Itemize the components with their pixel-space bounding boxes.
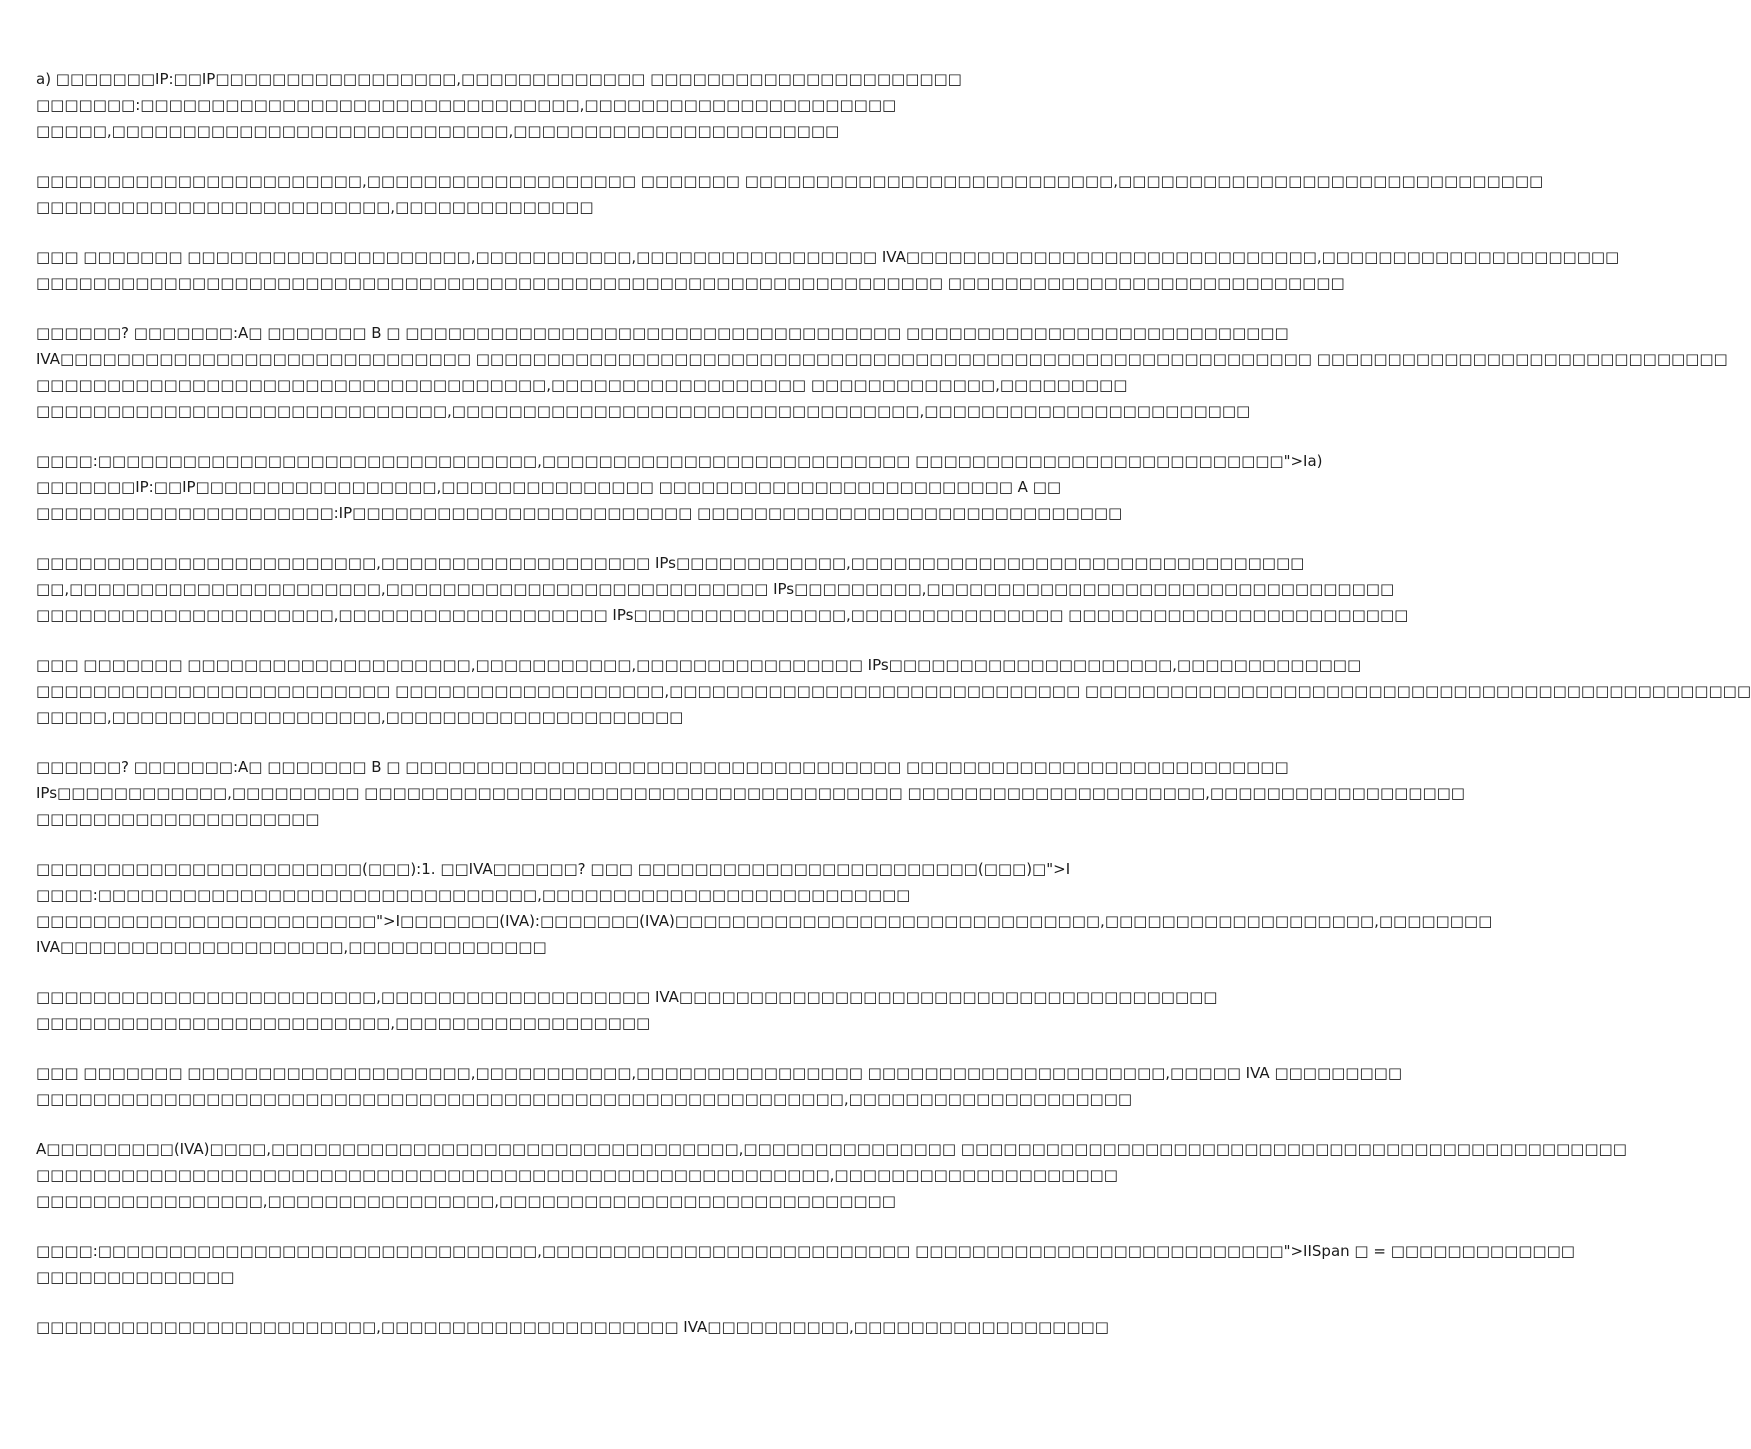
text-line: □□□□□□□□□□□□□□□□□□□□ <box>36 810 320 828</box>
text-line: □□□□□□□□□□□□□□□□,□□□□□□□□□□□□□□□□,□□□□□□□□□□□□□□□□□□□□□□□□□□□□ <box>36 1192 896 1210</box>
text-line: □□□□□□□□□□□□□□□□□□□□□□□□□□□□□□□□□□□□□□□□□□□□□□□□□□□□□□□□□□□□□□□□ □□□□□□□□□□□□□□□□□□□□□□□□□□□□ <box>36 274 1345 292</box>
text-line: □□□□□□□□□□□□□□ <box>36 1268 235 1286</box>
text-line: □□□□□□□□□□□□□□□□□□□□□□□□,□□□□□□□□□□□□□□□□□□□□□ IVA□□□□□□□□□□,□□□□□□□□□□□□□□□□□□ <box>36 1318 1109 1336</box>
text-line: □□□□□□□□□□□□□□□□□□□□□□□□,□□□□□□□□□□□□□□□□□□□ IVA□□□□□□□□□□□□□□□□□□□□□□□□□□□□□□□□□□□□□□ <box>36 988 1218 1006</box>
text-line: □□□□□□□:□□□□□□□□□□□□□□□□□□□□□□□□□□□□□□□,□□□□□□□□□□□□□□□□□□□□□□ <box>36 96 897 114</box>
text-line: a) □□□□□□□IP:□□IP□□□□□□□□□□□□□□□□□,□□□□□□□□□□□□□ □□□□□□□□□□□□□□□□□□□□□□ <box>36 70 962 88</box>
document-body <box>36 66 1751 1364</box>
text-line: □□□□□□? □□□□□□□:A□ □□□□□□□ B □ □□□□□□□□□□□□□□□□□□□□□□□□□□□□□□□□□□□ □□□□□□□□□□□□□□□□□□□□□□□□□□□ <box>36 758 1289 776</box>
text-line: □□□□:□□□□□□□□□□□□□□□□□□□□□□□□□□□□□□□,□□□□□□□□□□□□□□□□□□□□□□□□□□ □□□□□□□□□□□□□□□□□□□□□□□□□□">Ia) <box>36 452 1323 470</box>
text-line: IVA□□□□□□□□□□□□□□□□□□□□,□□□□□□□□□□□□□□ <box>36 938 547 956</box>
text-line: □□□□□□□□□□□□□□□□□□□□□,□□□□□□□□□□□□□□□□□□□ IPs□□□□□□□□□□□□□□□,□□□□□□□□□□□□□□□ □□□□□□□□□□□□□□□□□□□□□□□□ <box>36 606 1409 624</box>
text-line: □□□ □□□□□□□ □□□□□□□□□□□□□□□□□□□□,□□□□□□□□□□□,□□□□□□□□□□□□□□□□ □□□□□□□□□□□□□□□□□□□□□,□□□□□ IVA □□□□□□□□□ <box>36 1064 1402 1082</box>
text-line: □□□□□□□□□□□□□□□□□□□□□□□□□,□□□□□□□□□□□□□□ <box>36 198 594 216</box>
text-line: □□□□□□□□□□□□□□□□□□□□□□□□□,□□□□□□□□□□□□□□□□□□ <box>36 1014 651 1032</box>
paragraph <box>36 1238 1575 1290</box>
text-line: A□□□□□□□□□(IVA)□□□□,□□□□□□□□□□□□□□□□□□□□□□□□□□□□□□□□□,□□□□□□□□□□□□□□□ □□□□□□□□□□□□□□□□□□□□□□□□□□□□□□□□□□□□□□□□□□□□□□□ <box>36 1140 1627 1158</box>
text-line: □□□□:□□□□□□□□□□□□□□□□□□□□□□□□□□□□□□□,□□□□□□□□□□□□□□□□□□□□□□□□□□ □□□□□□□□□□□□□□□□□□□□□□□□□□">IISpan □ = □□□□□□□□□□□□□ <box>36 1242 1575 1260</box>
paragraph <box>36 448 1323 526</box>
text-line: □□□□□□□□□□□□□□□□□□□□□□□□,□□□□□□□□□□□□□□□□□□□ IPs□□□□□□□□□□□□,□□□□□□□□□□□□□□□□□□□□□□□□□□□□□□□□ <box>36 554 1305 572</box>
text-line: □□□□□,□□□□□□□□□□□□□□□□□□□,□□□□□□□□□□□□□□□□□□□□□ <box>36 708 684 726</box>
paragraph <box>36 1136 1627 1214</box>
text-line: □□□□□□□□□□□□□□□□□□□□□□□□□□□□□,□□□□□□□□□□□□□□□□□□□□□□□□□□□□□□□□□,□□□□□□□□□□□□□□□□□□□□□□□ <box>36 402 1251 420</box>
text-line: □□□□□□□□□□□□□□□□□□□□□□□,□□□□□□□□□□□□□□□□□□□ □□□□□□□ □□□□□□□□□□□□□□□□□□□□□□□□□□,□□□□□□□□□□□□□□□□□□□□□□□□□□□□□□ <box>36 172 1544 190</box>
paragraph <box>36 856 1493 960</box>
text-line: □□□□□□□□□□□□□□□□□□□□□:IP□□□□□□□□□□□□□□□□□□□□□□□□ □□□□□□□□□□□□□□□□□□□□□□□□□□□□□□ <box>36 504 1123 522</box>
text-line: □□□□□□? □□□□□□□:A□ □□□□□□□ B □ □□□□□□□□□□□□□□□□□□□□□□□□□□□□□□□□□□□ □□□□□□□□□□□□□□□□□□□□□□□□□□□ <box>36 324 1289 342</box>
paragraph <box>36 66 996 144</box>
paragraph <box>36 984 1218 1036</box>
text-line: □□□□□□□□□□□□□□□□□□□□□□□□□□□□□□□□□□□□,□□□□□□□□□□□□□□□□□□ □□□□□□□□□□□□□,□□□□□□□□□ <box>36 376 1128 394</box>
text-line: □□□□□□□□□□□□□□□□□□□□□□□□□ □□□□□□□□□□□□□□□□□□□,□□□□□□□□□□□□□□□□□□□□□□□□□□□□□ □□□□□□□□□□□□□□□□□□□□□□□□□□□□□□□□□□□□□□□□□□□□□□□ <box>36 682 1751 700</box>
text-line: IPs□□□□□□□□□□□□,□□□□□□□□□ □□□□□□□□□□□□□□□□□□□□□□□□□□□□□□□□□□□□□□ □□□□□□□□□□□□□□□□□□□□□,□□□□□□□□□□□□□□□□□□ <box>36 784 1465 802</box>
text-line: □□□□□□□□□□□□□□□□□□□□□□□□□□□□□□□□□□□□□□□□□□□□□□□□□□□□□□□□,□□□□□□□□□□□□□□□□□□□□ <box>36 1166 1118 1184</box>
paragraph <box>36 550 1409 628</box>
text-line: □□□□□□□□□□□□□□□□□□□□□□□□□□□□□□□□□□□□□□□□□□□□□□□□□□□□□□□□□,□□□□□□□□□□□□□□□□□□□□ <box>36 1090 1133 1108</box>
text-line: □□□□:□□□□□□□□□□□□□□□□□□□□□□□□□□□□□□□,□□□□□□□□□□□□□□□□□□□□□□□□□□ <box>36 886 911 904</box>
text-line: □□□□□□□□□□□□□□□□□□□□□□□□">I□□□□□□□(IVA):□□□□□□□(IVA)□□□□□□□□□□□□□□□□□□□□□□□□□□□□□□,□□□□□□□□□□□□□□□□□□□,□□□□□□□□ <box>36 912 1493 930</box>
text-line: □□,□□□□□□□□□□□□□□□□□□□□□□,□□□□□□□□□□□□□□□□□□□□□□□□□□□ IPs□□□□□□□□□,□□□□□□□□□□□□□□□□□□□□□□□□□□□□□□□□□ <box>36 580 1395 598</box>
paragraph <box>36 754 1465 832</box>
text-line: □□□□□□□□□□□□□□□□□□□□□□□(□□□):1. □□IVA□□□□□□? □□□ □□□□□□□□□□□□□□□□□□□□□□□□(□□□)□">I <box>36 860 1071 878</box>
text-line: □□□ □□□□□□□ □□□□□□□□□□□□□□□□□□□□,□□□□□□□□□□□,□□□□□□□□□□□□□□□□□ IVA□□□□□□□□□□□□□□□□□□□□□□□□□□□□□,□□□□□□□□□□□□□□□□□□□□□ <box>36 248 1620 266</box>
paragraph <box>36 1314 1109 1340</box>
text-line: □□□□□,□□□□□□□□□□□□□□□□□□□□□□□□□□□□,□□□□□□□□□□□□□□□□□□□□□□□ <box>36 122 840 140</box>
paragraph <box>36 320 1728 424</box>
text-line: □□□ □□□□□□□ □□□□□□□□□□□□□□□□□□□□,□□□□□□□□□□□,□□□□□□□□□□□□□□□□ IPs□□□□□□□□□□□□□□□□□□□□,□□□□□□□□□□□□□ <box>36 656 1362 674</box>
text-line: IVA□□□□□□□□□□□□□□□□□□□□□□□□□□□□□ □□□□□□□□□□□□□□□□□□□□□□□□□□□□□□□□□□□□□□□□□□□□□□□□□□□□□□□□□□□ □□□□□□□□□□□□□□□□□□□□□□□□□□□□□ <box>36 350 1728 368</box>
paragraph <box>36 244 1620 296</box>
paragraph <box>36 168 1544 220</box>
paragraph <box>36 1060 1402 1112</box>
paragraph <box>36 652 1751 730</box>
text-line: □□□□□□□IP:□□IP□□□□□□□□□□□□□□□□□,□□□□□□□□□□□□□□□ □□□□□□□□□□□□□□□□□□□□□□□□□ A □□ <box>36 478 1062 496</box>
